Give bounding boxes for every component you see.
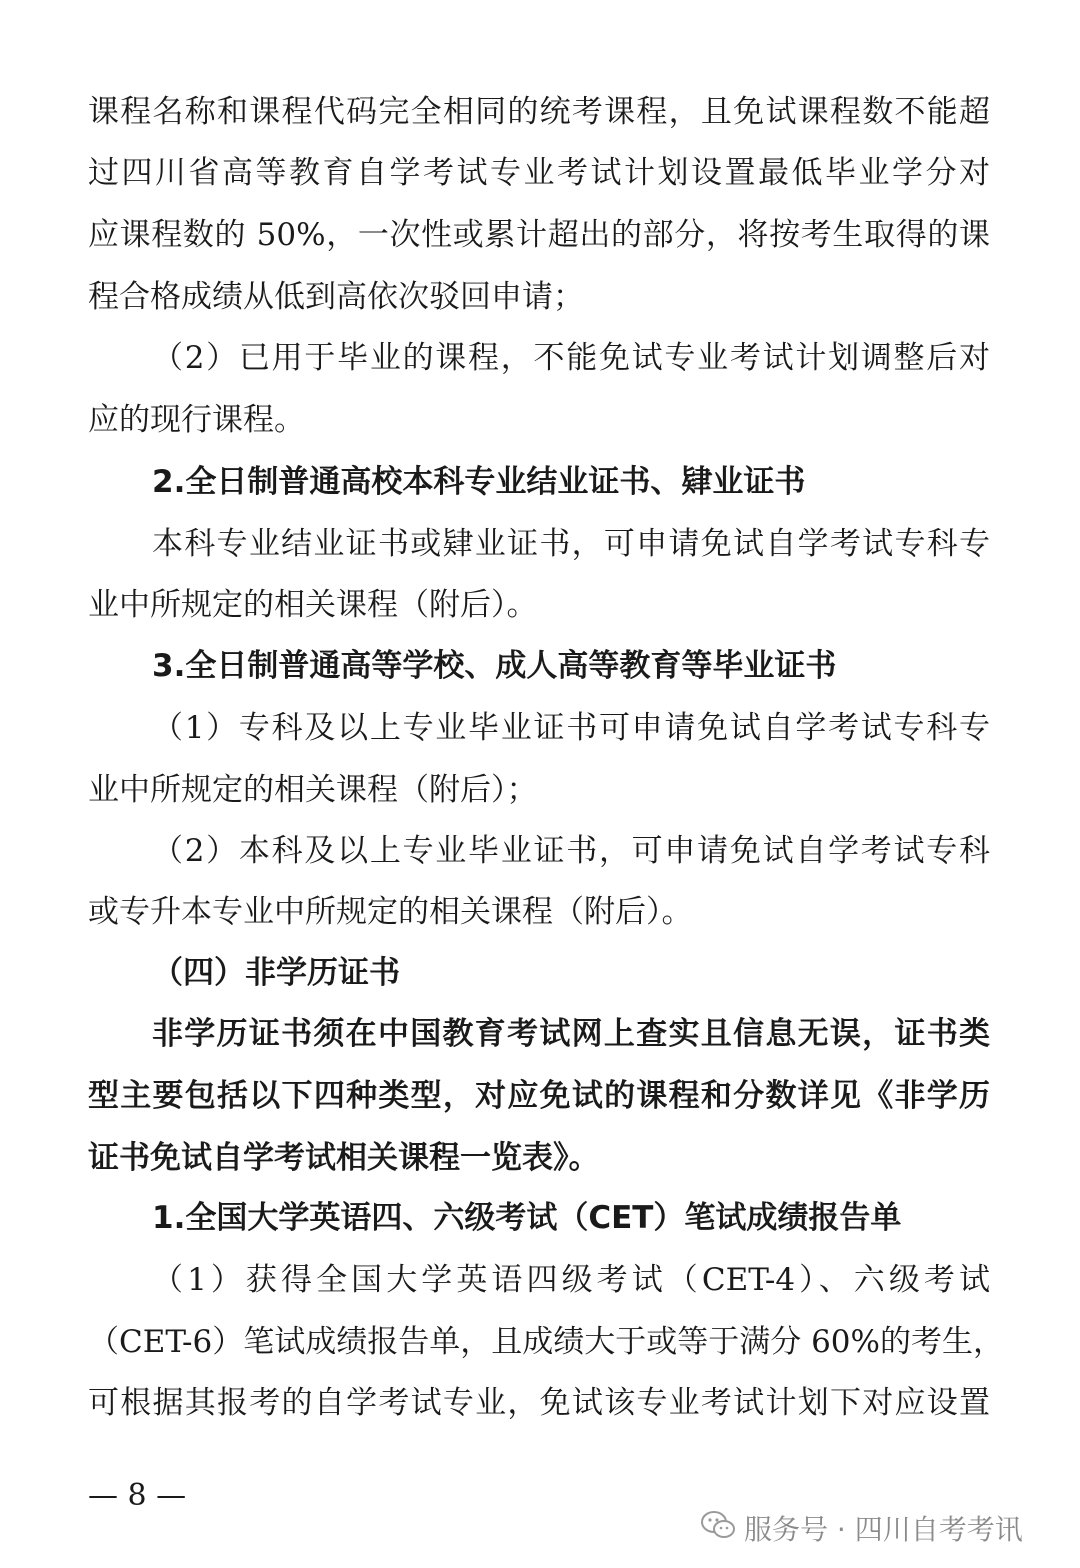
- text-line: 程合格成绩从低到高依次驳回申请；: [88, 279, 584, 315]
- text-line: （1）获得全国大学英语四级考试（CET-4）、六级考试: [152, 1262, 990, 1298]
- text-line: 业中所规定的相关课程（附后）；: [88, 772, 538, 808]
- wechat-icon: [700, 1510, 736, 1547]
- section-heading: 2.全日制普通高校本科专业结业证书、肄业证书: [152, 464, 806, 500]
- text-line: 过四川省高等教育自学考试专业考试计划设置最低毕业学分对: [88, 155, 990, 191]
- text-line: 或专升本专业中所规定的相关课程（附后）。: [88, 894, 693, 930]
- watermark: [700, 1508, 1023, 1548]
- text-line: （CET-6）笔试成绩报告单，且成绩大于或等于满分 60%的考生，: [88, 1324, 1004, 1360]
- section-heading: （四）非学历证书: [152, 955, 400, 991]
- text-line: 应课程数的 50%，一次性或累计超出的部分，将按考生取得的课: [88, 217, 990, 253]
- text-line: 应的现行课程。: [88, 402, 305, 438]
- section-heading: 3.全日制普通高等学校、成人高等教育等毕业证书: [152, 648, 837, 684]
- watermark-text: 服务号 · 四川自考考讯: [744, 1513, 1023, 1546]
- text-line: 非学历证书须在中国教育考试网上查实且信息无误，证书类: [152, 1016, 990, 1052]
- section-heading: 1.全国大学英语四、六级考试（CET）笔试成绩报告单: [152, 1200, 902, 1236]
- text-line: （1）专科及以上专业毕业证书可申请免试自学考试专科专: [152, 710, 990, 746]
- text-line: 本科专业结业证书或肄业证书，可申请免试自学考试专科专: [152, 526, 990, 562]
- text-line: 可根据其报考的自学考试专业，免试该专业考试计划下对应设置: [88, 1385, 990, 1421]
- page-number: — 8 —: [88, 1478, 187, 1513]
- text-line: 课程名称和课程代码完全相同的统考课程，且免试课程数不能超: [88, 94, 990, 130]
- text-line: 型主要包括以下四种类型，对应免试的课程和分数详见《非学历: [88, 1078, 990, 1114]
- text-line: 业中所规定的相关课程（附后）。: [88, 587, 538, 623]
- text-line: （2）本科及以上专业毕业证书，可申请免试自学考试专科: [152, 833, 990, 869]
- text-line: 证书免试自学考试相关课程一览表》。: [88, 1140, 600, 1176]
- text-line: （2）已用于毕业的课程，不能免试专业考试计划调整后对: [152, 340, 990, 376]
